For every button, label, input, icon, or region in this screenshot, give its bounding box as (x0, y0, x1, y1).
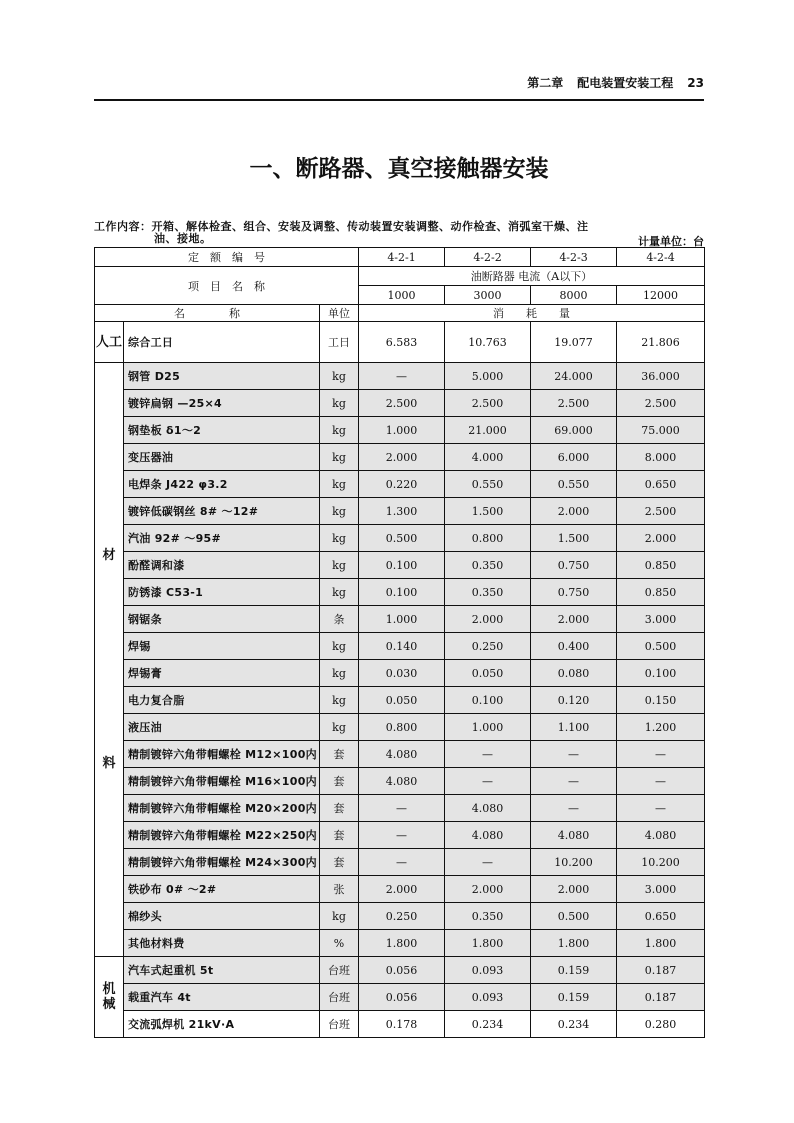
quota-code-row (95, 248, 705, 267)
item-unit: 套 (320, 768, 359, 795)
value-cell: 21.000 (445, 417, 531, 444)
work-content (94, 221, 614, 245)
value-cell: 0.800 (359, 714, 445, 741)
quota-table (94, 247, 705, 1038)
value-cell: 4.000 (445, 444, 531, 471)
machine-category-label: 机械 (102, 982, 116, 1012)
value-cell: 2.000 (531, 876, 617, 903)
value-cell: — (445, 849, 531, 876)
value-cell: 10.200 (531, 849, 617, 876)
value-cell: 0.250 (445, 633, 531, 660)
value-cell: 2.000 (617, 525, 705, 552)
current-cell: 12000 (617, 286, 705, 305)
value-cell: 0.650 (617, 471, 705, 498)
value-cell: 0.234 (445, 1011, 531, 1038)
material-row (95, 471, 705, 498)
machine-category (95, 957, 124, 1038)
value-cell: 36.000 (617, 363, 705, 390)
material-row (95, 525, 705, 552)
value-cell: 4.080 (359, 741, 445, 768)
item-unit: kg (320, 687, 359, 714)
unit-column-header: 单位 (320, 305, 359, 322)
consumption-header: 消 耗 量 (359, 305, 705, 322)
value-cell: 0.159 (531, 984, 617, 1011)
work-content-line1: 开箱、解体检查、组合、安装及调整、传动装置安装调整、动作检查、消弧室干燥、注 (151, 220, 589, 233)
item-name: 焊锡 (124, 633, 320, 660)
item-name: 精制镀锌六角带帽螺栓 M16×100内 (124, 768, 320, 795)
value-cell: 0.100 (359, 552, 445, 579)
item-name: 交流弧焊机 21kV·A (124, 1011, 320, 1038)
value-cell: 0.187 (617, 957, 705, 984)
value-cell: 2.000 (445, 606, 531, 633)
item-name: 精制镀锌六角带帽螺栓 M12×100内 (124, 741, 320, 768)
value-cell: 2.000 (359, 876, 445, 903)
material-row (95, 876, 705, 903)
labor-value: 6.583 (359, 322, 445, 363)
value-cell: 69.000 (531, 417, 617, 444)
item-name: 钢管 D25 (124, 363, 320, 390)
item-name: 汽车式起重机 5t (124, 957, 320, 984)
item-unit: kg (320, 714, 359, 741)
page-title: 一、断路器、真空接触器安装 (249, 156, 549, 182)
item-name: 焊锡膏 (124, 660, 320, 687)
value-cell: 0.750 (531, 579, 617, 606)
value-cell: 0.159 (531, 957, 617, 984)
value-cell: 0.500 (617, 633, 705, 660)
value-cell: 0.100 (359, 579, 445, 606)
value-cell: 2.500 (617, 498, 705, 525)
value-cell: 75.000 (617, 417, 705, 444)
item-unit: kg (320, 903, 359, 930)
value-cell: 1.000 (445, 714, 531, 741)
item-group-row (95, 267, 705, 286)
item-name: 精制镀锌六角带帽螺栓 M22×250内 (124, 822, 320, 849)
value-cell: 1.800 (359, 930, 445, 957)
material-row (95, 390, 705, 417)
value-cell: 2.500 (617, 390, 705, 417)
labor-row (95, 322, 705, 363)
code-cell: 4-2-1 (359, 248, 445, 267)
value-cell: 0.120 (531, 687, 617, 714)
item-name: 变压器油 (124, 444, 320, 471)
current-cell: 3000 (445, 286, 531, 305)
value-cell: 0.850 (617, 579, 705, 606)
value-cell: 0.550 (445, 471, 531, 498)
item-name: 酚醛调和漆 (124, 552, 320, 579)
item-unit: kg (320, 552, 359, 579)
item-unit: 套 (320, 741, 359, 768)
material-row (95, 768, 705, 795)
labor-value: 10.763 (445, 322, 531, 363)
material-row (95, 606, 705, 633)
machine-row (95, 957, 705, 984)
value-cell: 0.280 (617, 1011, 705, 1038)
material-category-top: 材 (102, 547, 116, 563)
item-unit: kg (320, 498, 359, 525)
value-cell: 10.200 (617, 849, 705, 876)
value-cell: 1.200 (617, 714, 705, 741)
current-cell: 1000 (359, 286, 445, 305)
item-name: 其他材料费 (124, 930, 320, 957)
value-cell: 0.030 (359, 660, 445, 687)
chapter: 第二章 (527, 76, 564, 90)
value-cell: 3.000 (617, 606, 705, 633)
unit-label: 计量单位：台 (638, 235, 704, 248)
code-cell: 4-2-2 (445, 248, 531, 267)
value-cell: 4.080 (445, 795, 531, 822)
value-cell: 1.500 (445, 498, 531, 525)
name-column-header: 名 称 (95, 305, 320, 322)
item-unit: kg (320, 390, 359, 417)
value-cell: 0.850 (617, 552, 705, 579)
value-cell: 0.140 (359, 633, 445, 660)
machine-row (95, 984, 705, 1011)
value-cell: 1.800 (445, 930, 531, 957)
item-unit: kg (320, 633, 359, 660)
code-cell: 4-2-4 (617, 248, 705, 267)
value-cell: 0.350 (445, 903, 531, 930)
value-cell: 0.400 (531, 633, 617, 660)
value-cell: — (617, 741, 705, 768)
value-cell: 0.220 (359, 471, 445, 498)
item-name: 棉纱头 (124, 903, 320, 930)
item-name: 镀锌低碳钢丝 8# ～12# (124, 498, 320, 525)
value-cell: 0.350 (445, 579, 531, 606)
material-row (95, 444, 705, 471)
value-cell: 0.650 (617, 903, 705, 930)
value-cell: 0.080 (531, 660, 617, 687)
value-cell: 0.500 (531, 903, 617, 930)
value-cell: 0.800 (445, 525, 531, 552)
value-cell: 1.100 (531, 714, 617, 741)
header-rule (94, 99, 704, 101)
value-cell: 1.500 (531, 525, 617, 552)
machine-row (95, 1011, 705, 1038)
quota-label: 定 额 编 号 (95, 248, 359, 267)
value-cell: — (531, 741, 617, 768)
value-cell: — (445, 741, 531, 768)
value-cell: 2.500 (445, 390, 531, 417)
value-cell: 5.000 (445, 363, 531, 390)
item-unit: kg (320, 417, 359, 444)
item-name: 钢锯条 (124, 606, 320, 633)
item-unit: 台班 (320, 957, 359, 984)
labor-value: 19.077 (531, 322, 617, 363)
material-row (95, 687, 705, 714)
item-unit: kg (320, 363, 359, 390)
material-category-bottom: 料 (102, 755, 116, 771)
item-unit: kg (320, 444, 359, 471)
section-title: 配电装置安装工程 (577, 76, 674, 90)
value-cell: 0.056 (359, 957, 445, 984)
value-cell: 2.000 (531, 606, 617, 633)
value-cell: 0.100 (445, 687, 531, 714)
value-cell: 0.750 (531, 552, 617, 579)
item-name: 镀锌扁钢 —25×4 (124, 390, 320, 417)
code-cell: 4-2-3 (531, 248, 617, 267)
value-cell: — (531, 795, 617, 822)
material-row (95, 930, 705, 957)
value-cell: 1.000 (359, 606, 445, 633)
value-cell: 0.500 (359, 525, 445, 552)
item-name: 载重汽车 4t (124, 984, 320, 1011)
value-cell: 0.234 (531, 1011, 617, 1038)
work-content-line2: 油、接地。 (154, 232, 212, 245)
labor-value: 21.806 (617, 322, 705, 363)
item-name: 防锈漆 C53-1 (124, 579, 320, 606)
item-unit: kg (320, 525, 359, 552)
value-cell: — (617, 795, 705, 822)
item-unit: 套 (320, 822, 359, 849)
item-name: 汽油 92# ～95# (124, 525, 320, 552)
value-cell: 0.093 (445, 984, 531, 1011)
value-cell: — (359, 363, 445, 390)
value-cell: 8.000 (617, 444, 705, 471)
value-cell: 0.178 (359, 1011, 445, 1038)
item-unit: % (320, 930, 359, 957)
material-row (95, 498, 705, 525)
item-name: 精制镀锌六角带帽螺栓 M24×300内 (124, 849, 320, 876)
item-unit: 套 (320, 849, 359, 876)
value-cell: 4.080 (531, 822, 617, 849)
value-cell: 2.500 (359, 390, 445, 417)
value-cell: — (531, 768, 617, 795)
item-unit: kg (320, 579, 359, 606)
value-cell: 0.250 (359, 903, 445, 930)
item-name: 电力复合脂 (124, 687, 320, 714)
running-header (94, 74, 704, 91)
item-name: 精制镀锌六角带帽螺栓 M20×200内 (124, 795, 320, 822)
value-cell: 2.000 (359, 444, 445, 471)
value-cell: — (359, 849, 445, 876)
material-row (95, 363, 705, 390)
material-row (95, 741, 705, 768)
value-cell: 2.000 (531, 498, 617, 525)
value-cell: 0.350 (445, 552, 531, 579)
item-name: 电焊条 J422 φ3.2 (124, 471, 320, 498)
material-row (95, 903, 705, 930)
material-row (95, 849, 705, 876)
material-category (95, 363, 124, 957)
value-cell: 0.056 (359, 984, 445, 1011)
value-cell: 0.050 (445, 660, 531, 687)
value-cell: 1.300 (359, 498, 445, 525)
item-unit: 张 (320, 876, 359, 903)
item-unit: kg (320, 471, 359, 498)
item-unit: 套 (320, 795, 359, 822)
value-cell: 1.800 (531, 930, 617, 957)
current-cell: 8000 (531, 286, 617, 305)
value-cell: — (617, 768, 705, 795)
item-unit: 台班 (320, 1011, 359, 1038)
item-label: 项 目 名 称 (95, 267, 359, 305)
item-unit: kg (320, 660, 359, 687)
value-cell: 4.080 (617, 822, 705, 849)
material-row (95, 552, 705, 579)
value-cell: 0.550 (531, 471, 617, 498)
value-cell: — (359, 795, 445, 822)
item-unit: 条 (320, 606, 359, 633)
value-cell: 2.000 (445, 876, 531, 903)
value-cell: — (359, 822, 445, 849)
value-cell: 0.050 (359, 687, 445, 714)
material-row (95, 417, 705, 444)
material-row (95, 660, 705, 687)
value-cell: 1.000 (359, 417, 445, 444)
item-name: 液压油 (124, 714, 320, 741)
material-row (95, 822, 705, 849)
item-name: 铁砂布 0# ～2# (124, 876, 320, 903)
value-cell: 0.100 (617, 660, 705, 687)
material-row (95, 579, 705, 606)
page-number: 23 (687, 76, 704, 90)
material-row (95, 633, 705, 660)
value-cell: 24.000 (531, 363, 617, 390)
value-cell: 6.000 (531, 444, 617, 471)
value-cell: 2.500 (531, 390, 617, 417)
value-cell: 0.187 (617, 984, 705, 1011)
value-cell: 4.080 (445, 822, 531, 849)
value-cell: 1.800 (617, 930, 705, 957)
column-header-row (95, 305, 705, 322)
labor-category: 人工 (95, 322, 124, 363)
labor-name: 综合工日 (124, 322, 320, 363)
value-cell: 3.000 (617, 876, 705, 903)
item-group: 油断路器 电流（A以下） (359, 267, 705, 286)
labor-unit: 工日 (320, 322, 359, 363)
value-cell: — (445, 768, 531, 795)
value-cell: 0.150 (617, 687, 705, 714)
material-row (95, 714, 705, 741)
material-row (95, 795, 705, 822)
value-cell: 4.080 (359, 768, 445, 795)
work-content-label: 工作内容： (94, 220, 152, 233)
item-name: 钢垫板 δ1～2 (124, 417, 320, 444)
item-unit: 台班 (320, 984, 359, 1011)
category-spacer (95, 565, 123, 755)
value-cell: 0.093 (445, 957, 531, 984)
